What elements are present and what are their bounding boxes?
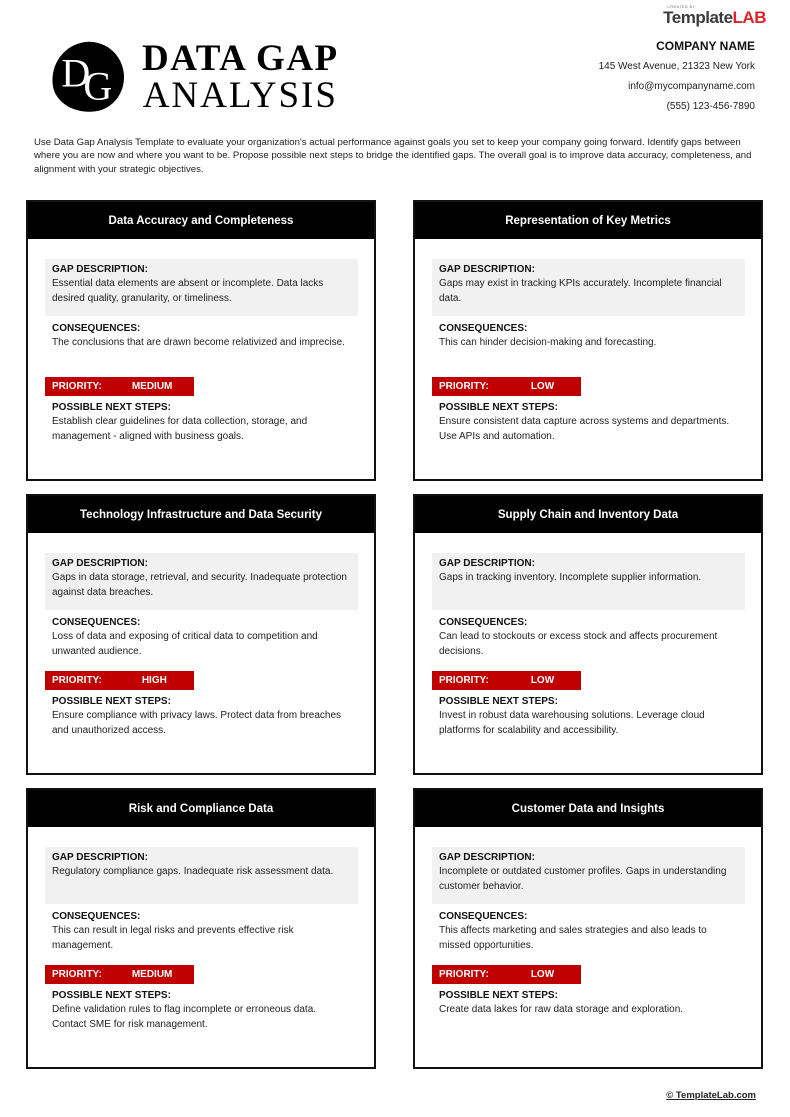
priority-value: LOW: [530, 969, 555, 980]
next-steps-text: Define validation rules to flag incomplete or erroneous data. Contact SME for risk management.: [52, 1004, 317, 1030]
page-title: [142, 40, 339, 114]
gap-description-section: [45, 553, 358, 610]
consequences-text: Loss of data and exposing of critical data to competition and unwanted audience.: [52, 631, 318, 657]
priority-bar: [432, 965, 581, 984]
priority-bar: [432, 377, 581, 396]
next-steps-section: [45, 690, 356, 738]
company-email: info@mycompanyname.com: [628, 81, 755, 92]
consequences-text: The conclusions that are drawn become relativized and imprecise.: [52, 337, 345, 348]
brand-created-by: CREATED BY: [667, 4, 696, 9]
gap-card-data-accuracy: [26, 200, 376, 481]
templatelab-brand: [663, 4, 766, 26]
title-line-1: DATA GAP: [142, 38, 339, 79]
priority-value: MEDIUM: [131, 381, 173, 392]
gap-description-text: Gaps in data storage, retrieval, and security. Inadequate protection against data breaches.: [52, 572, 347, 598]
gap-description-text: Incomplete or outdated customer profiles. Gaps in understanding customer behavior.: [439, 866, 727, 892]
consequences-section: [432, 316, 743, 377]
consequences-label: CONSEQUENCES:: [52, 617, 141, 628]
priority-label: PRIORITY:: [52, 969, 102, 980]
priority-label: PRIORITY:: [439, 381, 489, 392]
company-info: [599, 39, 755, 121]
next-steps-label: POSSIBLE NEXT STEPS:: [439, 402, 558, 413]
gap-card-supply-chain: [413, 494, 763, 775]
gap-description-label: GAP DESCRIPTION:: [439, 852, 535, 863]
next-steps-section: [432, 690, 743, 738]
consequences-label: CONSEQUENCES:: [439, 617, 528, 628]
logo-letter-d: D: [61, 50, 91, 96]
priority-label: PRIORITY:: [439, 969, 489, 980]
gap-description-section: [45, 847, 358, 904]
priority-value: LOW: [530, 675, 555, 686]
brand-name-part1: Template: [663, 8, 733, 27]
gap-description-text: Regulatory compliance gaps. Inadequate risk assessment data.: [52, 866, 334, 877]
card-title: Customer Data and Insights: [415, 790, 761, 827]
gap-description-text: Gaps may exist in tracking KPIs accurately. Incomplete financial data.: [439, 278, 722, 304]
priority-label: PRIORITY:: [439, 675, 489, 686]
document-header: [52, 40, 339, 114]
brand-name-part2: LAB: [732, 8, 766, 27]
card-title: Representation of Key Metrics: [415, 202, 761, 239]
gap-description-label: GAP DESCRIPTION:: [439, 264, 535, 275]
company-name: COMPANY NAME: [656, 39, 755, 53]
brand-logo: [663, 9, 766, 26]
priority-label: PRIORITY:: [52, 675, 102, 686]
next-steps-section: [432, 396, 743, 444]
priority-value: LOW: [530, 381, 555, 392]
gap-description-label: GAP DESCRIPTION:: [52, 558, 148, 569]
next-steps-label: POSSIBLE NEXT STEPS:: [52, 402, 171, 413]
next-steps-text: Ensure consistent data capture across systems and departments. Use APIs and automation.: [439, 416, 730, 442]
gap-description-section: [432, 847, 745, 904]
title-line-2: ANALYSIS: [142, 75, 338, 116]
next-steps-text: Invest in robust data warehousing solutions. Leverage cloud platforms for scalability and accessibility.: [439, 710, 705, 736]
intro-paragraph: Use Data Gap Analysis Template to evaluate your organization's actual performance against goals you set to keep your company going forward. Identify gaps between where you are now and where you want to be. Propose possible next steps to bridge the identified gaps. The overall goal is to improve data accuracy, completeness, and alignment with your strategic objectives.: [34, 137, 752, 175]
card-title: Technology Infrastructure and Data Security: [28, 496, 374, 533]
gap-description-label: GAP DESCRIPTION:: [439, 558, 535, 569]
consequences-section: [432, 610, 743, 671]
next-steps-section: [432, 984, 743, 1018]
next-steps-text: Ensure compliance with privacy laws. Protect data from breaches and unauthorized access.: [52, 710, 342, 736]
next-steps-label: POSSIBLE NEXT STEPS:: [439, 990, 558, 1001]
consequences-text: This can hinder decision-making and forecasting.: [439, 337, 657, 348]
gap-card-customer-data: [413, 788, 763, 1069]
dg-logo-icon: [47, 37, 128, 116]
gap-card-tech-infrastructure: [26, 494, 376, 775]
company-address: 145 West Avenue, 21323 New York: [598, 61, 755, 72]
consequences-section: [432, 904, 743, 965]
next-steps-text: Establish clear guidelines for data collection, storage, and management - aligned with business goals.: [52, 416, 308, 442]
card-title: Risk and Compliance Data: [28, 790, 374, 827]
consequences-section: [45, 904, 356, 965]
consequences-text: This affects marketing and sales strategies and also leads to missed opportunities.: [439, 925, 707, 951]
priority-value: MEDIUM: [131, 969, 173, 980]
logo-letter-g: G: [83, 63, 113, 109]
consequences-text: This can result in legal risks and prevents effective risk management.: [52, 925, 294, 951]
priority-label: PRIORITY:: [52, 381, 102, 392]
gap-card-key-metrics: [413, 200, 763, 481]
gap-description-text: Gaps in tracking inventory. Incomplete supplier information.: [439, 572, 702, 583]
next-steps-section: [45, 984, 356, 1032]
next-steps-label: POSSIBLE NEXT STEPS:: [52, 990, 171, 1001]
priority-bar: [45, 671, 194, 690]
priority-bar: [45, 377, 194, 396]
priority-value: HIGH: [141, 675, 167, 686]
next-steps-label: POSSIBLE NEXT STEPS:: [439, 696, 558, 707]
card-title: Data Accuracy and Completeness: [28, 202, 374, 239]
company-phone: (555) 123-456-7890: [666, 101, 755, 112]
consequences-section: [45, 610, 356, 671]
priority-bar: [432, 671, 581, 690]
next-steps-text: Create data lakes for raw data storage and exploration.: [439, 1004, 684, 1015]
gap-description-label: GAP DESCRIPTION:: [52, 852, 148, 863]
consequences-label: CONSEQUENCES:: [439, 323, 528, 334]
priority-bar: [45, 965, 194, 984]
gap-description-section: [432, 259, 745, 316]
next-steps-label: POSSIBLE NEXT STEPS:: [52, 696, 171, 707]
card-title: Supply Chain and Inventory Data: [415, 496, 761, 533]
footer-copyright-link[interactable]: © TemplateLab.com: [666, 1090, 756, 1101]
next-steps-section: [45, 396, 356, 444]
gap-description-label: GAP DESCRIPTION:: [52, 264, 148, 275]
consequences-label: CONSEQUENCES:: [52, 911, 141, 922]
gap-description-section: [432, 553, 745, 610]
gap-description-section: [45, 259, 358, 316]
consequences-text: Can lead to stockouts or excess stock and affects procurement decisions.: [439, 631, 718, 657]
gap-description-text: Essential data elements are absent or incomplete. Data lacks desired quality, granularity, or timeliness.: [52, 278, 324, 304]
gap-card-risk-compliance: [26, 788, 376, 1069]
consequences-label: CONSEQUENCES:: [439, 911, 528, 922]
consequences-section: [45, 316, 356, 377]
consequences-label: CONSEQUENCES:: [52, 323, 141, 334]
